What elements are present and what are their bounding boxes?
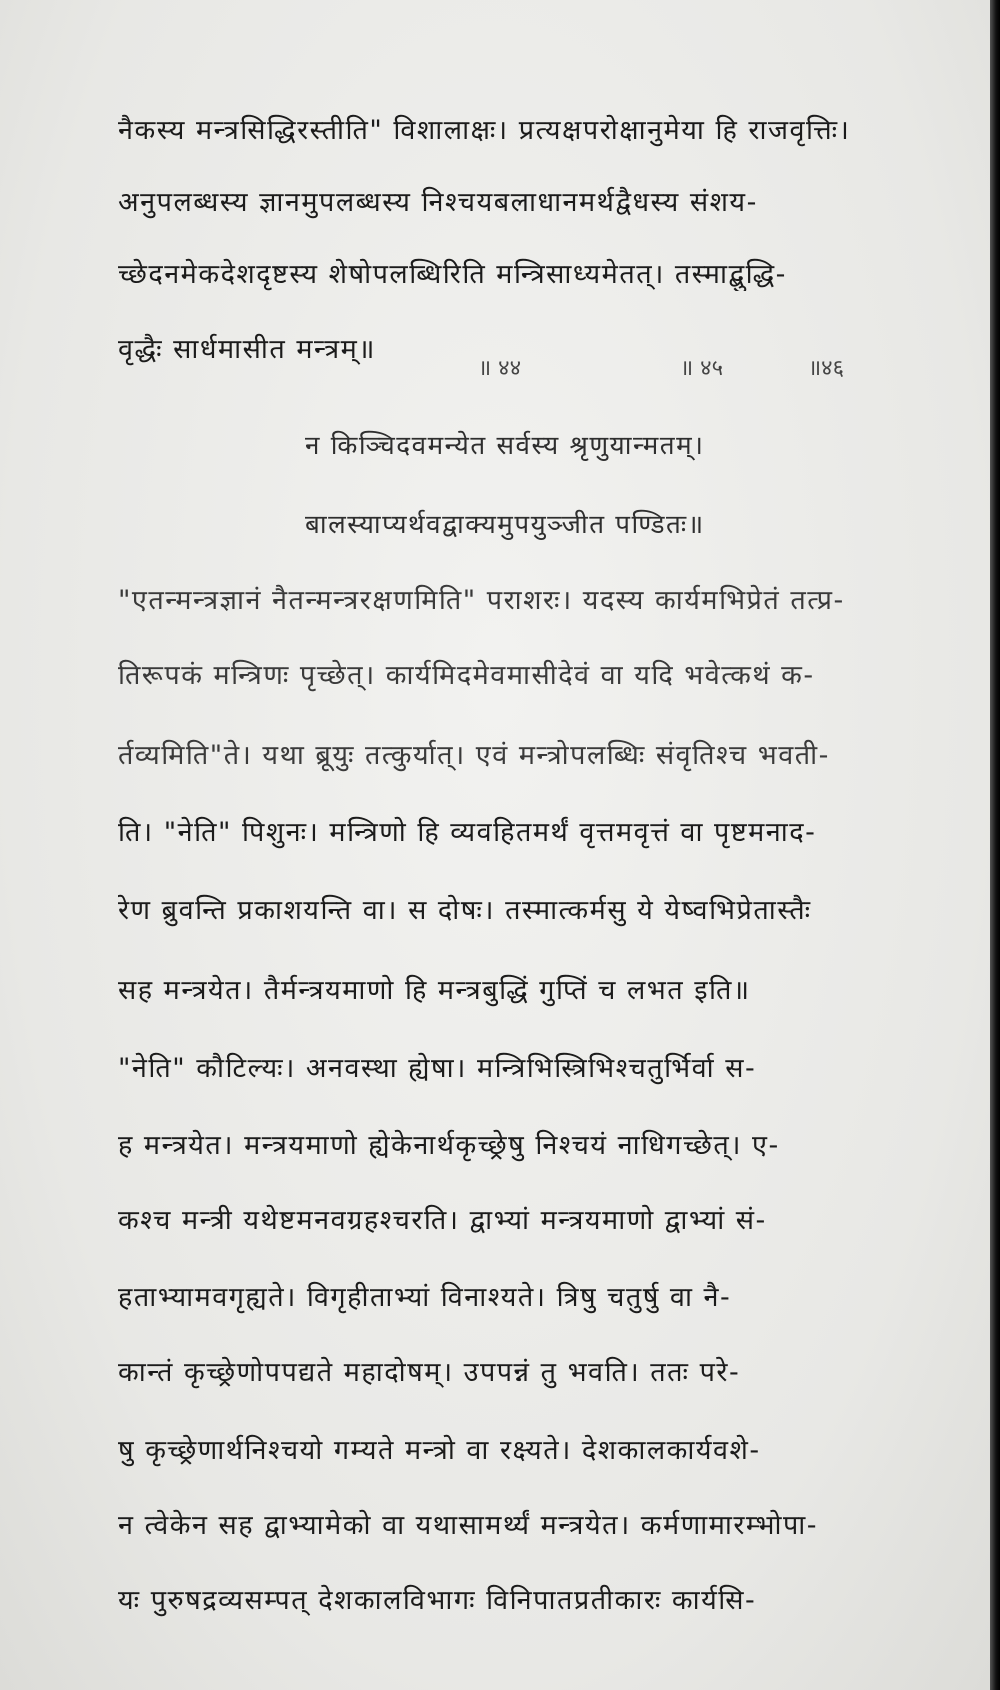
text-line: षु कृच्छ्रेणार्थनिश्चयो गम्यते मन्त्रो वा रक्ष्यते। देशकालकार्यवशे- [118,1435,761,1466]
text-line: वृद्धैः सार्धमासीत मन्त्रम्॥ [118,334,376,365]
text-line: सह मन्त्रयेत। तैर्मन्त्रयमाणो हि मन्त्रबुद्धिं गुप्तिं च लभत इति॥ [118,975,751,1006]
text-line: रेण ब्रुवन्ति प्रकाशयन्ति वा। स दोषः। तस्मात्कर्मसु ये येष्वभिप्रेतास्तैः [118,895,812,926]
text-line: र्तव्यमिति"ते। यथा ब्रूयुः तत्कुर्यात्। एवं मन्त्रोपलब्धिः संवृतिश्च भवती- [118,740,830,771]
text-line: अनुपलब्धस्य ज्ञानमुपलब्धस्य निश्चयबलाधानमर्थद्वैधस्य संशय- [118,187,758,218]
verse-number-mark: ॥४६ [808,356,845,381]
text-line: न त्वेकेन सह द्वाभ्यामेको वा यथासामर्थ्यं मन्त्रयेत। कर्मणामारम्भोपा- [118,1510,819,1541]
verse-line: न किञ्चिदवमन्येत सर्वस्य श्रृणुयान्मतम्। [305,431,705,461]
text-line: हताभ्यामवगृह्यते। विगृहीताभ्यां विनाश्यते। त्रिषु चतुर्षु वा नै- [118,1282,732,1313]
verse-line: बालस्याप्यर्थवद्वाक्यमुपयुञ्जीत पण्डितः॥ [305,510,705,540]
verse-number-mark: ॥ ४४ [478,356,522,381]
text-line: यः पुरुषद्रव्यसम्पत् देशकालविभागः विनिपातप्रतीकारः कार्यसि- [118,1585,757,1616]
text-line: ह मन्त्रयेत। मन्त्रयमाणो ह्येकेनार्थकृच्छ्रेषु निश्चयं नाधिगच्छेत्। ए- [118,1130,780,1161]
text-line: "नेति" कौटिल्यः। अनवस्था ह्येषा। मन्त्रिभिस्त्रिभिश्चतुर्भिर्वा स- [118,1053,757,1084]
verse-number-mark: ॥ ४५ [680,356,724,381]
text-line: च्छेदनमेकदेशदृष्टस्य शेषोपलब्धिरिति मन्त्रिसाध्यमेतत्। तस्माद्बुद्धि- [118,259,787,290]
text-line: ति। "नेति" पिशुनः। मन्त्रिणो हि व्यवहितमर्थं वृत्तमवृत्तं वा पृष्टमनाद- [118,817,817,848]
text-line: नैकस्य मन्त्रसिद्धिरस्तीति" विशालाक्षः। प्रत्यक्षपरोक्षानुमेया हि राजवृत्तिः। [118,115,851,146]
text-line: कान्तं कृच्छ्रेणोपपद्यते महादोषम्। उपपन्नं तु भवति। ततः परे- [118,1357,741,1388]
page-edge-shadow [990,0,1000,1690]
text-line: तिरूपकं मन्त्रिणः पृच्छेत्। कार्यमिदमेवमासीदेवं वा यदि भवेत्कथं क- [118,660,815,691]
text-line: कश्च मन्त्री यथेष्टमनवग्रहश्चरति। द्वाभ्यां मन्त्रयमाणो द्वाभ्यां सं- [118,1205,767,1236]
text-line: "एतन्मन्त्रज्ञानं नैतन्मन्त्ररक्षणमिति" पराशरः। यदस्य कार्यमभिप्रेतं तत्प्र- [118,585,845,616]
